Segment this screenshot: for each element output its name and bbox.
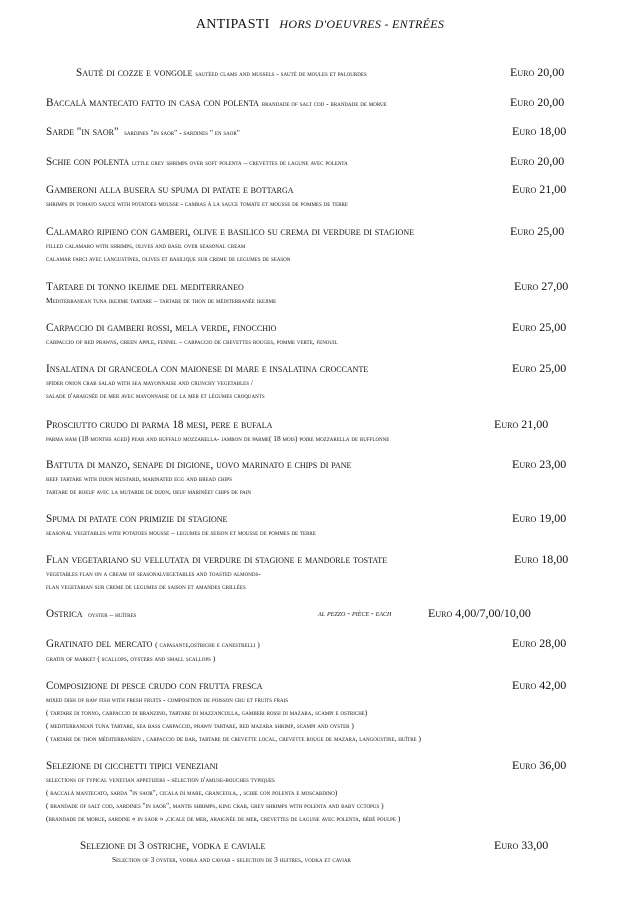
item-price: Euro 18,00 bbox=[512, 124, 567, 138]
item-name: Insalatina di granceola con maionese di mare e insalatina croccante bbox=[46, 363, 369, 375]
item-price: Euro 4,00/7,00/10,00 bbox=[428, 606, 531, 620]
item-name: Composizione di pesce crudo con frutta fresca bbox=[46, 680, 263, 692]
item-desc: vegetables flan on a cream of seasonalvegetables and toasted almonds- bbox=[46, 569, 261, 578]
item-name: Sautè di cozze e vongole bbox=[76, 67, 193, 79]
item-price: Euro 33,00 bbox=[494, 838, 549, 852]
item-inline-desc: little grey shrimps over soft polenta – crevettes de lagune avec polenta bbox=[131, 158, 348, 167]
item-name: Sarde "in saor" bbox=[46, 126, 119, 138]
item-desc: parma ham (18 months aged) pear and buffalo mozzarella- jambon de parme( 18 mois) poire mozzarella de bufflonne bbox=[46, 434, 390, 443]
item-name: Baccalà mantecato fatto in casa con polenta bbox=[46, 97, 259, 109]
item-price: Euro 42,00 bbox=[512, 678, 567, 692]
item-inline-desc: sautèed clams and mussels - sauté de moules et palourdes bbox=[195, 69, 367, 78]
item-desc: ( mediterranean tuna tartare, sea bass carpaccio, prawn tartare, red mazara shrimp, scampi and oyster ) bbox=[46, 721, 354, 730]
item-desc: flan vegetarian sur creme de legumes de saison et amandes grillées bbox=[46, 582, 246, 591]
section-subtitle: HORS D'OEUVRES - ENTRÉES bbox=[279, 17, 445, 31]
item-price: Euro 23,00 bbox=[512, 457, 567, 471]
item-desc: ( brandade of salt cod, sardines "in saor", mantis shrimps, king crab, grey shrimps with polenta and baby cctopus ) bbox=[46, 801, 384, 810]
item-price: Euro 20,00 bbox=[510, 65, 565, 79]
item-name: Ostrica bbox=[46, 608, 83, 620]
item-desc: gratin of market ( scallops, oysters and small scallops ) bbox=[46, 654, 216, 663]
item-desc: mixed dish of raw fish with fresh fruits - composition de poisson cru et fruits frais bbox=[46, 695, 289, 704]
item-price: Euro 36,00 bbox=[512, 758, 567, 772]
item-price: Euro 21,00 bbox=[494, 417, 549, 431]
item-name: Gratinato del mercato bbox=[46, 638, 153, 650]
item-desc: ( tartare di tonno, carpaccio di branzino, tartare di mazzancolla, gamberi rossi di mazara, scampi e ostriche) bbox=[46, 708, 368, 717]
item-desc: tartare de boeuf avec la mutarde de dijon, oeuf marinéet chips de pain bbox=[46, 487, 252, 496]
item-desc: ( baccalà mantecato, sarda "in saor", cicala di mare, granceola, , schie con polenta e moscardino) bbox=[46, 788, 338, 797]
item-name: Selezione di cicchetti tipici veneziani bbox=[46, 760, 219, 772]
item-name: Spuma di patate con primizie di stagione bbox=[46, 513, 228, 525]
item-desc: spider onion crab salad with sea mayonnaise and crunchy vegetables / bbox=[46, 378, 253, 387]
section-title: ANTIPASTI bbox=[195, 17, 270, 32]
item-name: Flan vegetariano su vellutata di verdure di stagione e mandorle tostate bbox=[46, 554, 388, 566]
item-price: Euro 19,00 bbox=[512, 511, 567, 525]
item-inline-desc: oyster – huîtres bbox=[88, 610, 137, 619]
item-desc: (brandade de morue, sardine « in saor » ,cicale de mer, araignée de mer, crevettes de lagune avec polenta, bébé poulpe ) bbox=[46, 814, 401, 823]
item-price: Euro 18,00 bbox=[514, 552, 569, 566]
item-desc: Mediterranean tuna ikejime tartare – tartare de thon de méditerranée ikejime bbox=[46, 296, 277, 305]
item-desc: ( tartare de thon méditerranéen , carpaccio de bar, tartare de crevette local, crevette rouge de mazara, langoustine, huître ) bbox=[46, 734, 421, 743]
item-price: Euro 21,00 bbox=[512, 182, 567, 196]
item-desc: carpaccio of red prawns, green apple, fennel – carpaccio de crevettes rouges, pomme verte, fenouil bbox=[46, 337, 338, 346]
item-inline-desc: ( capasante,ostriche e canestrelli ) bbox=[155, 640, 260, 649]
item-price: Euro 20,00 bbox=[510, 154, 565, 168]
item-desc: beef tartare with dijon mustard, marinated egg and bread chips bbox=[46, 474, 232, 483]
item-price: Euro 25,00 bbox=[510, 224, 565, 238]
item-name: Selezione di 3 ostriche, vodka e caviale bbox=[80, 840, 266, 852]
menu-title bbox=[0, 17, 640, 33]
item-desc: Selection of 3 oyster, vodka and caviar - selection de 3 huitres, vodka et caviar bbox=[112, 855, 351, 864]
item-name: Battuta di manzo, senape di digione, uovo marinato e chips di pane bbox=[46, 459, 352, 471]
item-price: Euro 25,00 bbox=[512, 320, 567, 334]
item-desc: calamar farci avec langustines, olives et basilique sur creme de legumes de season bbox=[46, 254, 291, 263]
item-inline-desc: sardines "in saor" - sardines " en saor" bbox=[124, 128, 240, 137]
item-desc: salade d'araignée de mer avec mayonnaise de la mer et légumes croquants bbox=[46, 391, 265, 400]
item-name: Calamaro ripieno con gamberi, olive e basilico su crema di verdure di stagione bbox=[46, 226, 415, 238]
item-desc: filled calamaro with shrimps, olives and basil over seasonal cream bbox=[46, 241, 246, 250]
item-desc: selections of typical venetian appetizers - sélection d'amuse-bouches typiques bbox=[46, 775, 275, 784]
item-name: Tartare di tonno ikejime del mediterraneo bbox=[46, 281, 244, 293]
item-name: Carpaccio di gamberi rossi, mela verde, finocchio bbox=[46, 322, 277, 334]
item-price: Euro 20,00 bbox=[510, 95, 565, 109]
item-price: Euro 25,00 bbox=[512, 361, 567, 375]
item-name: Schie con polenta bbox=[46, 156, 130, 168]
item-desc: shrimps in tomato sauce with potatoes mousse - cambas à la sauce tomate et mousse de pommes de terre bbox=[46, 199, 348, 208]
item-price: Euro 28,00 bbox=[512, 636, 567, 650]
item-name: Gamberoni alla busera su spuma di patate e bottarga bbox=[46, 184, 294, 196]
item-note: al pezzo - pièce - each bbox=[318, 609, 392, 618]
item-name: Prosciutto crudo di parma 18 mesi, pere e bufala bbox=[46, 419, 273, 431]
item-price: Euro 27,00 bbox=[514, 279, 569, 293]
item-inline-desc: brandade of salt cod - brandade de morue bbox=[261, 99, 387, 108]
item-desc: seasonal vegetables with potatoes mousse – legumes de seison et mousse de pommes de terre bbox=[46, 528, 316, 537]
